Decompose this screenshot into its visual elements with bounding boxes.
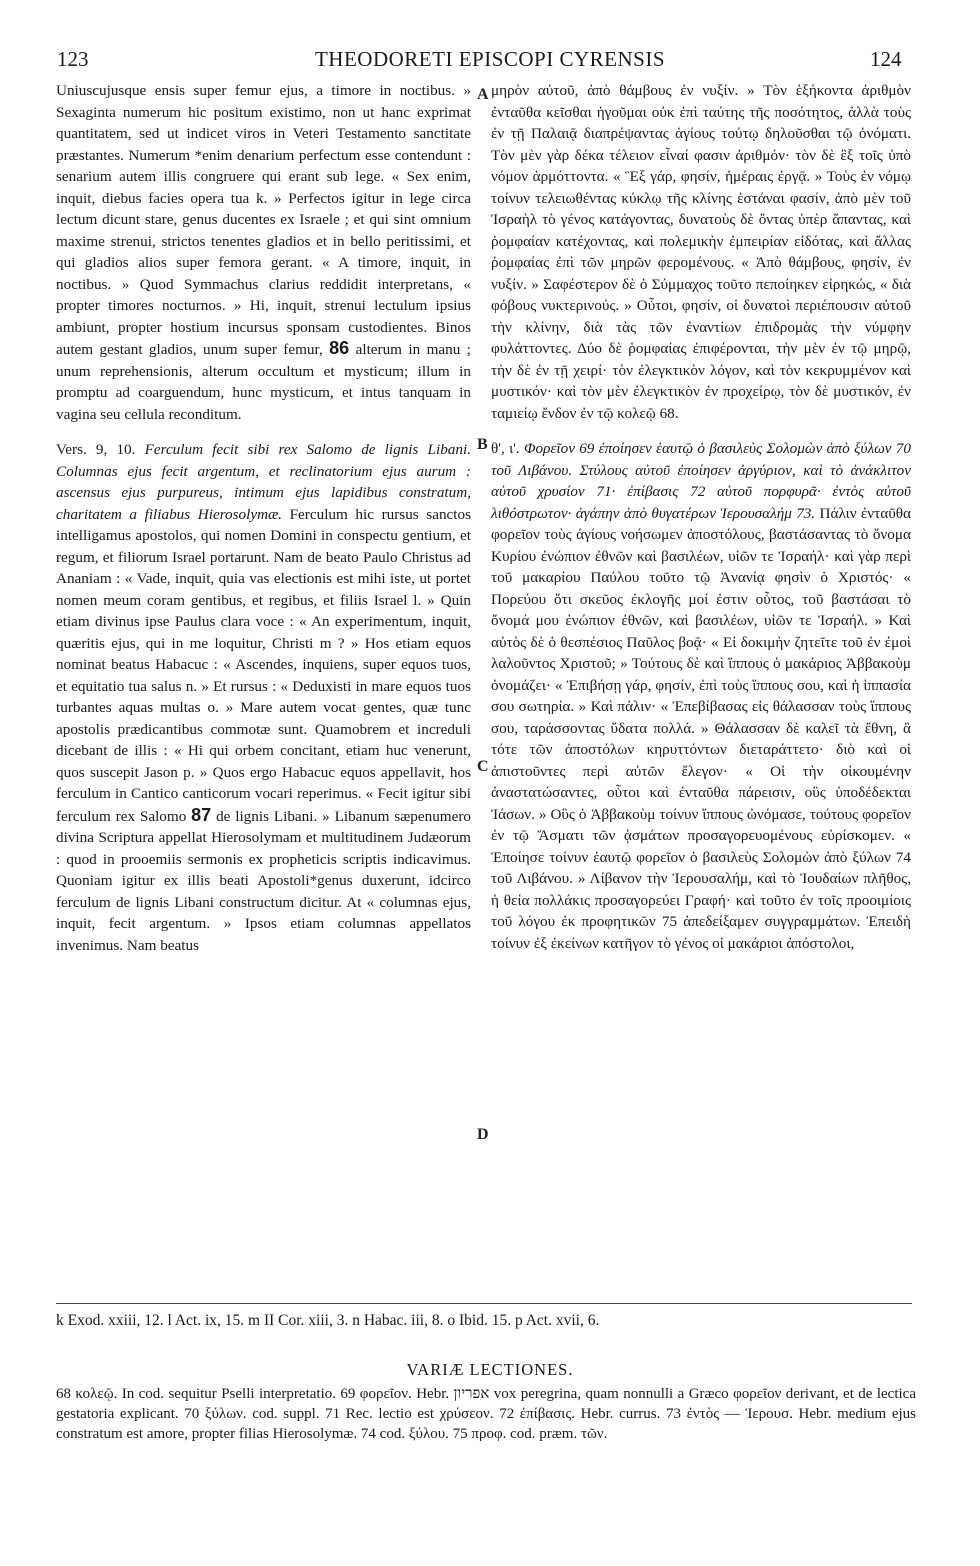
greek-verse-label: θ', ι'. xyxy=(491,440,520,457)
margin-marker-a: A xyxy=(477,86,489,103)
variae-lectiones-text: 68 κολεῷ. In cod. sequitur Pselli interpretatio. 69 φορεῖον. Hebr. אפריון vox peregrina, quam nonnulli a Græco φορεῖον derivant, et de lectica gestatoria explicant. 70 ξύλων. cod. suppl. 71 Rec. lectio est χρύσεον. 72 ἐπίβασις. Hebr. currus. 73 ἐντὸς — Ἱερουσ. Hebr. medium ejus constratum est amore, propter filias Hierosolymæ. 74 cod. ξύλου. 75 προφ. cod. præm. τῶν. xyxy=(56,1386,916,1442)
running-title: THEODORETI EPISCOPI CYRENSIS xyxy=(314,47,666,71)
greek-verse xyxy=(491,438,911,954)
scripture-references: k Exod. xxiii, 12. l Act. ix, 15. m II Cor. xiii, 3. n Habac. iii, 8. o Ibid. 15. p Act. xvii, 6. xyxy=(56,1312,600,1329)
latin-text-1b: alterum in manu ; unum reprehensionis, alterum occultum et mysticum; illum in promptu ad coarguendum, hunc mysticum, et intus tanquam in vagina seu cellula reconditum. xyxy=(56,341,471,423)
footnote-rule xyxy=(56,1303,912,1304)
column-number-87: 87 xyxy=(191,804,212,825)
greek-text-2: Πάλιν ἐνταῦθα φορεῖον τοὺς ἁγίους νοήσωμεν ἀποστόλους, βαστάσαντας τὸ ὄνομα Κυρίου ἐνώπιον ἐθνῶν καὶ βασιλέων, υἱῶν τε Ἰσραήλ· καὶ γὰρ περὶ τοῦ μακαρίου Παύλου τοῦτο τῷ Ἀνανίᾳ φησὶν ὁ Χριστός· « Πορεύου ὅτι σκεῦος ἐκλογῆς μοί ἐστιν οὗτος, τοῦ βαστάσαι τὸ ὄνομά μου ἐνώπιον ἐθνῶν, καὶ βασιλέων, υἱῶν τε Ἰσραήλ. » Καὶ αὐτὸς δὲ ὁ θεσπέσιος Παῦλος βοᾷ· « Εἰ δοκιμὴν ζητεῖτε τοῦ ἐν ἐμοὶ λαλοῦντος Χριστοῦ; » Τούτους δὲ καὶ ἵππους ὁ μακάριος Ἀββακοὺμ ὀνομάζει· « Ἐπιβήσῃ γάρ, φησίν, ἐπὶ τοὺς ἵππους σου, καὶ ἡ ἱππασία σου σωτηρία. » Καὶ πάλιν· « Ἐπεβίβασας εἰς θάλασσαν τοὺς ἵππους σου, ταράσσοντας ὕδατα πολλά. » Θάλασσαν δὲ καλεῖ τὰ ἔθνη, ἃ τότε τῶν ἀποστόλων κηρυττόντων διεταράττετο· διὸ καὶ οἱ ἀπιστοῦντες περὶ αὐτῶν ἔλεγον· « Οἱ τὴν οἰκουμένην ἀναστατώσαντες, οὗτοι καὶ ἐνταῦθα πάρεισιν, οὓς ὑποδέδεκται Ἰάσων. » Οὓς ὁ Ἀββακοὺμ τοίνυν ἵππους ὠνόμασε, τούτους φορεῖον ἐν τῷ Ἄσματι τῶν ᾀσμάτων προσαγορευομένους εὑρίσκομεν. « Ἐποίησε τοίνυν ἑαυτῷ φορεῖον ὁ βασιλεὺς Σολομὼν ἀπὸ ξύλων 74 τοῦ Λιβάνου. » Λίβανον τὴν Ἱερουσαλήμ, καὶ τὸ Ἰουδαίων πλῆθος, ἡ θεία πολλάκις προσαγορεύει Γραφή· καὶ τοῦτο ἐν τοῖς προοιμίοις τοῦ λόγου ἐκ προφητικῶν 75 ἀπεδείξαμεν συγγραμμάτων. Ἐπειδὴ τοίνυν ἐξ ἐκείνων κατῆγον τὸ γένος οἱ μακάριοι ἀπόστολοι, xyxy=(491,504,911,952)
greek-column xyxy=(491,80,911,954)
greek-verse-text: Φορεῖον 69 ἐποίησεν ἑαυτῷ ὁ βασιλεὺς Σολομὼν ἀπὸ ξύλων 70 τοῦ Λιβάνου. Στύλους αὐτοῦ ἐποίησεν ἀργύριον, καὶ τὸ ἀνάκλιτον αὐτοῦ χρυσίον 71· ἐπίβασις 72 αὐτοῦ πορφυρᾶ· ἐντὸς αὐτοῦ λιθόστρωτον· ἀγάπην ἀπὸ θυγατέρων Ἱερουσαλήμ 73. xyxy=(491,440,911,522)
latin-text-1: Uniuscujusque ensis super femur ejus, a timore in noctibus. » Sexaginta numerum hic positum existimo, non ut hanc exprimat quantitatem, sed ut indicet viros in Veteri Testamento sanctitate præstantes. Numerum *enim denarium perfectum esse contendunt : senarium autem illis congruere qui erant sub lege. « Sex enim, inquit, diebus facies opera tua k. » Perfectos igitur in lege circa lectum dicunt stare, genus ducentes ex Israele ; et qui sint omnium maxime strenui, strictos tenentes gladios et in bello peritissimi, et qui gladios alios super femora gerant. « A timore, inquit, in noctibus. » Quod Symmachus clarius reddidit interpretans, « propter timores nocturnos. » Hi, inquit, strenui lectulum ipsius ambiunt, propter hostium incursus sponsam custodientes. Binos autem gestant gladios, unum super femur, xyxy=(56,82,471,358)
latin-text-2: Ferculum hic rursus sanctos intelligamus apostolos, qui nomen Domini in conspectu gentium, et regum, et filiorum Israel portarunt. Nam de beato Paulo Christus ad Ananiam : « Vade, inquit, quia vas electionis est mihi iste, ut portet nomen meum coram gentibus, et regibus, et filiis Israel l. » Quin etiam divinus ipse Paulus clara voce : « An experimentum, inquit, quæritis ejus, qui in me loquitur, Christi m ? » Hos etiam equos nominat beatus Habacuc : « Ascendes, inquiens, super equos tuos, et equitatio tua salus n. » Et rursus : « Deduxisti in mare equos tuos turbantes aquas multas o. » Mare autem vocat gentes, quæ tunc apostolis prædicantibus commotæ sunt. Quamobrem et increduli dicebant de illis : « Hi qui orbem concitant, etiam huc venerunt, quos suscepit Jason p. » Quos ergo Habacuc equos appellavit, hos ferculum in Cantico canticorum vocari reperimus. « Fecit igitur sibi ferculum rex Salomo xyxy=(56,505,472,825)
latin-text-2b: de lignis Libani. » Libanum sæpenumero divina Scriptura appellat Hierosolymam et multitudinem Judæorum : quod in prooemiis sermonis ex propheticis scriptis indicavimus. Quoniam igitur ex illis beati Apostoli*genus duxerunt, idcirco ferculum de lignis Libani constructum dicitur. At « columnas ejus, inquit, fecit argentum. » Ipsos etiam columnas appellatos invenimus. Nam beatus xyxy=(56,807,472,954)
margin-marker-c: C xyxy=(477,758,489,775)
variae-lectiones-title: VARIÆ LECTIONES. xyxy=(406,1360,574,1379)
left-page-number: 123 xyxy=(57,47,89,71)
latin-column xyxy=(56,80,471,956)
latin-paragraph xyxy=(56,80,471,425)
greek-paragraph: μηρὸν αὐτοῦ, ἀπὸ θάμβους ἐν νυξίν. » Τὸν ἑξήκοντα ἀριθμὸν ἐνταῦθα κεῖσθαι ἡγοῦμαι οὐκ ἐπὶ ταύτης τῆς ποσότητος, ἀλλὰ τοὺς ἐν τῇ Παλαιᾷ διαπρέψαντας ἁγίους τούτῳ δηλοῦσθαι τῷ ὀνόματι. Τὸν μὲν γὰρ δέκα τέλειον εἶναί φασιν ἀριθμόν· τὸν δὲ ἓξ τοῖς ὑπὸ νόμον ἁρμόττοντα. « Ἓξ γάρ, φησίν, ἡμέραις ἐργᾷ. » Τοὺς ἐν νόμῳ τοίνυν τελειωθέντας κύκλῳ τῆς κλίνης ἑστάναι φασίν, ἀπὸ μὲν τοῦ Ἰσραὴλ τὸ γένος κατάγοντας, δυνατοὺς δὲ ὄντας ὑπὲρ ἅπαντας, καὶ ῥομφαίαν κατέχοντας, καὶ πολεμικὴν ἐμπειρίαν εἰδότας, καὶ ἄλλας ῥομφαίας ἐπὶ τῶν μηρῶν φερομένους. « Ἀπὸ θάμβους, φησίν, ἐν νυξίν. » Σαφέστερον δὲ ὁ Σύμμαχος τοῦτο πεποίηκεν εἰρηκώς, « διὰ φόβους νυκτερινούς. » Οὗτοι, φησίν, οἱ δυνατοὶ περιέπουσιν αὐτοῦ τὴν κλίνην, διὰ τὰς τῶν ἐναντίων ἐπιδρομὰς τὴν νύμφην φυλάττοντες. Δύο δὲ ῥομφαίας ἐπιφέρονται, τὴν μὲν ἐν τῷ μηρῷ, τὴν δὲ ἐν τῇ χειρί· τὸν ἐλεγκτικὸν λόγον, καὶ τὸν κεκρυμμένον καὶ μυστικόν· καὶ τὸν μὲν ἐλεγκτικὸν ἐν προχείρῳ, τὸν δὲ μυστικόν, ἐν ταμιείῳ ἔνδον ἐν τῷ κολεῷ 68. xyxy=(491,82,911,422)
latin-verse-text: Ferculum fecit sibi rex Salomo de lignis Libani. Columnas ejus fecit argentum, et reclinatorium ejus aurum : ascensus ejus purpureus, intimum ejus lapidibus constratum, charitatem a filiabus Hierosolymæ. xyxy=(56,441,472,523)
latin-verse xyxy=(56,439,471,956)
latin-verse-label: Vers. 9, 10. xyxy=(56,441,136,458)
margin-marker-d: D xyxy=(477,1126,489,1143)
right-page-number: 124 xyxy=(870,47,902,71)
margin-marker-b: B xyxy=(477,436,488,453)
column-number-86: 86 xyxy=(329,338,350,358)
